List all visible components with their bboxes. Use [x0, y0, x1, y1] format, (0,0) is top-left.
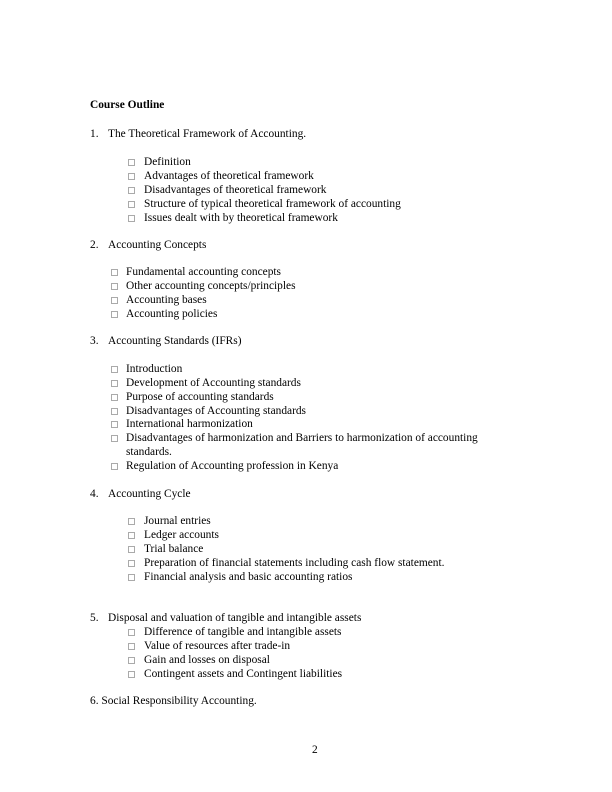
- section-number: 5.: [90, 612, 99, 624]
- list-item: Regulation of Accounting profession in Kenya: [126, 460, 339, 472]
- list-item: Gain and losses on disposal: [144, 654, 270, 666]
- bullet-box-icon: [128, 201, 135, 208]
- section-heading: Disposal and valuation of tangible and intangible assets: [108, 612, 362, 624]
- list-item: Value of resources after trade-in: [144, 640, 291, 652]
- bullet-box-icon: [111, 297, 118, 304]
- bullet-box-icon: [111, 463, 118, 470]
- bullet-box-icon: [128, 187, 135, 194]
- bullet-box-icon: [128, 215, 135, 222]
- list-item: Purpose of accounting standards: [126, 391, 274, 403]
- list-item: Disadvantages of theoretical framework: [144, 184, 327, 196]
- list-item: Structure of typical theoretical framework of accounting: [144, 198, 401, 210]
- list-item: Difference of tangible and intangible assets: [144, 626, 342, 638]
- bullet-box-icon: [128, 173, 135, 180]
- section-heading: Accounting Cycle: [108, 488, 191, 500]
- list-item: Definition: [144, 156, 191, 168]
- section-number: 4.: [90, 488, 99, 500]
- bullet-box-icon: [111, 394, 118, 401]
- section-number: 6.: [90, 695, 99, 707]
- page-title: Course Outline: [90, 99, 165, 111]
- bullet-box-icon: [128, 629, 135, 636]
- list-item: Contingent assets and Contingent liabilities: [144, 668, 343, 680]
- bullet-box-icon: [128, 518, 135, 525]
- bullet-box-icon: [128, 574, 135, 581]
- list-item: Disadvantages of Accounting standards: [126, 405, 306, 417]
- bullet-box-icon: [111, 421, 118, 428]
- list-item: Accounting policies: [126, 308, 218, 320]
- bullet-box-icon: [111, 435, 118, 442]
- list-item: Financial analysis and basic accounting ratios: [144, 571, 353, 583]
- list-item: Trial balance: [144, 543, 204, 555]
- list-item: Journal entries: [144, 515, 211, 527]
- list-item: Accounting bases: [126, 294, 207, 306]
- section-title: Social Responsibility Accounting.: [101, 695, 257, 707]
- bullet-box-icon: [128, 643, 135, 650]
- bullet-box-icon: [128, 671, 135, 678]
- bullet-box-icon: [111, 269, 118, 276]
- section-number: 1.: [90, 128, 99, 140]
- list-item: Issues dealt with by theoretical framework: [144, 212, 338, 224]
- bullet-box-icon: [128, 159, 135, 166]
- bullet-box-icon: [111, 408, 118, 415]
- list-item: Disadvantages of harmonization and Barriers to harmonization of accounting: [126, 432, 478, 444]
- list-item: Fundamental accounting concepts: [126, 266, 281, 278]
- page-number: 2: [312, 744, 318, 756]
- bullet-box-icon: [111, 366, 118, 373]
- section-number: 3.: [90, 335, 99, 347]
- bullet-box-icon: [128, 546, 135, 553]
- bullet-box-icon: [128, 560, 135, 567]
- bullet-box-icon: [128, 532, 135, 539]
- bullet-box-icon: [128, 657, 135, 664]
- list-item: Other accounting concepts/principles: [126, 280, 296, 292]
- bullet-box-icon: [111, 311, 118, 318]
- list-item: International harmonization: [126, 418, 253, 430]
- list-item: Introduction: [126, 363, 183, 375]
- list-item: Advantages of theoretical framework: [144, 170, 314, 182]
- section-number: 2.: [90, 239, 99, 251]
- bullet-box-icon: [111, 283, 118, 290]
- section-heading: [90, 694, 257, 708]
- bullet-box-icon: [111, 380, 118, 387]
- list-item: Ledger accounts: [144, 529, 219, 541]
- list-item: Preparation of financial statements including cash flow statement.: [144, 557, 445, 569]
- list-item-continuation: standards.: [126, 446, 172, 458]
- list-item: Development of Accounting standards: [126, 377, 301, 389]
- section-heading: The Theoretical Framework of Accounting.: [108, 128, 307, 140]
- section-heading: Accounting Concepts: [108, 239, 207, 251]
- section-heading: Accounting Standards (IFRs): [108, 335, 242, 347]
